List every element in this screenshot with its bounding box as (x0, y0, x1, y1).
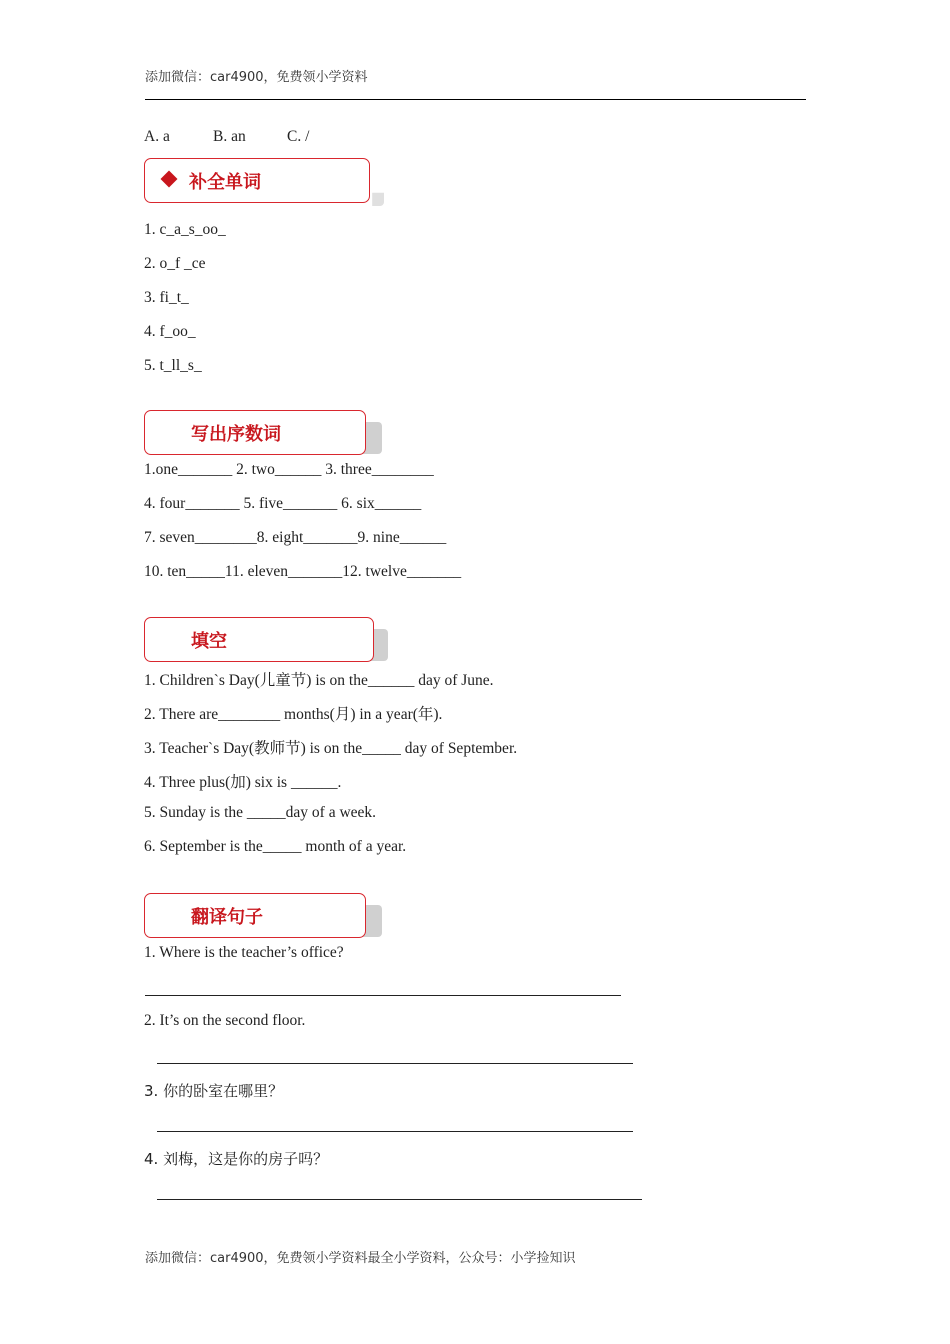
page-header: 添加微信：car4900，免费领小学资料 (145, 70, 368, 85)
header-box (144, 893, 366, 938)
list-item: 4. Three plus(加) six is ______. (144, 774, 342, 791)
list-item: 2. o_f _ce (144, 255, 206, 272)
answer-line[interactable] (157, 1063, 633, 1064)
section-header-ordinal-numbers (144, 410, 368, 452)
choice-c: C. / (287, 128, 310, 145)
list-item: 4. f_oo_ (144, 323, 196, 340)
list-item: 4. four_______ 5. five_______ 6. six______ (144, 495, 422, 512)
list-item: 1. Where is the teacher’s office? (144, 944, 344, 961)
section-header-complete-words (144, 158, 368, 200)
section-title: 写出序数词 (191, 424, 281, 445)
header-box (144, 158, 370, 203)
list-item: 2. It’s on the second floor. (144, 1012, 306, 1029)
list-item: 3. fi_t_ (144, 289, 189, 306)
list-item: 10. ten_____11. eleven_______12. twelve_______ (144, 563, 462, 580)
diamond-icon (161, 171, 178, 188)
header-divider (145, 99, 806, 100)
header-box (144, 410, 366, 455)
list-item: 7. seven________8. eight_______9. nine______ (144, 529, 447, 546)
list-item: 5. Sunday is the _____day of a week. (144, 804, 377, 821)
section-header-translate-sentences (144, 893, 368, 935)
list-item: 2. There are________ months(月) in a year(年). (144, 706, 443, 723)
section-header-fill-blanks (144, 617, 368, 659)
list-item: 1.one_______ 2. two______ 3. three________ (144, 461, 434, 478)
section-title: 翻译句子 (191, 907, 263, 928)
list-item: 6. September is the_____ month of a year. (144, 838, 407, 855)
section-title: 补全单词 (189, 172, 261, 193)
answer-line[interactable] (145, 995, 621, 996)
page-footer: 添加微信：car4900，免费领小学资料最全小学资料，公众号：小学捡知识 (145, 1251, 576, 1266)
list-item: 5. t_ll_s_ (144, 357, 202, 374)
choice-b: B. an (213, 128, 246, 145)
list-item: 3. 你的卧室在哪里？ (144, 1082, 284, 1100)
list-item: 1. c_a_s_oo_ (144, 221, 226, 238)
choice-a: A. a (144, 128, 170, 145)
answer-line[interactable] (157, 1131, 633, 1132)
section-title: 填空 (191, 631, 227, 652)
list-item: 1. Children`s Day(儿童节) is on the______ day of June. (144, 672, 494, 689)
list-item: 4. 刘梅，这是你的房子吗？ (144, 1150, 329, 1168)
header-box (144, 617, 374, 662)
answer-line[interactable] (157, 1199, 642, 1200)
list-item: 3. Teacher`s Day(教师节) is on the_____ day of September. (144, 740, 518, 757)
